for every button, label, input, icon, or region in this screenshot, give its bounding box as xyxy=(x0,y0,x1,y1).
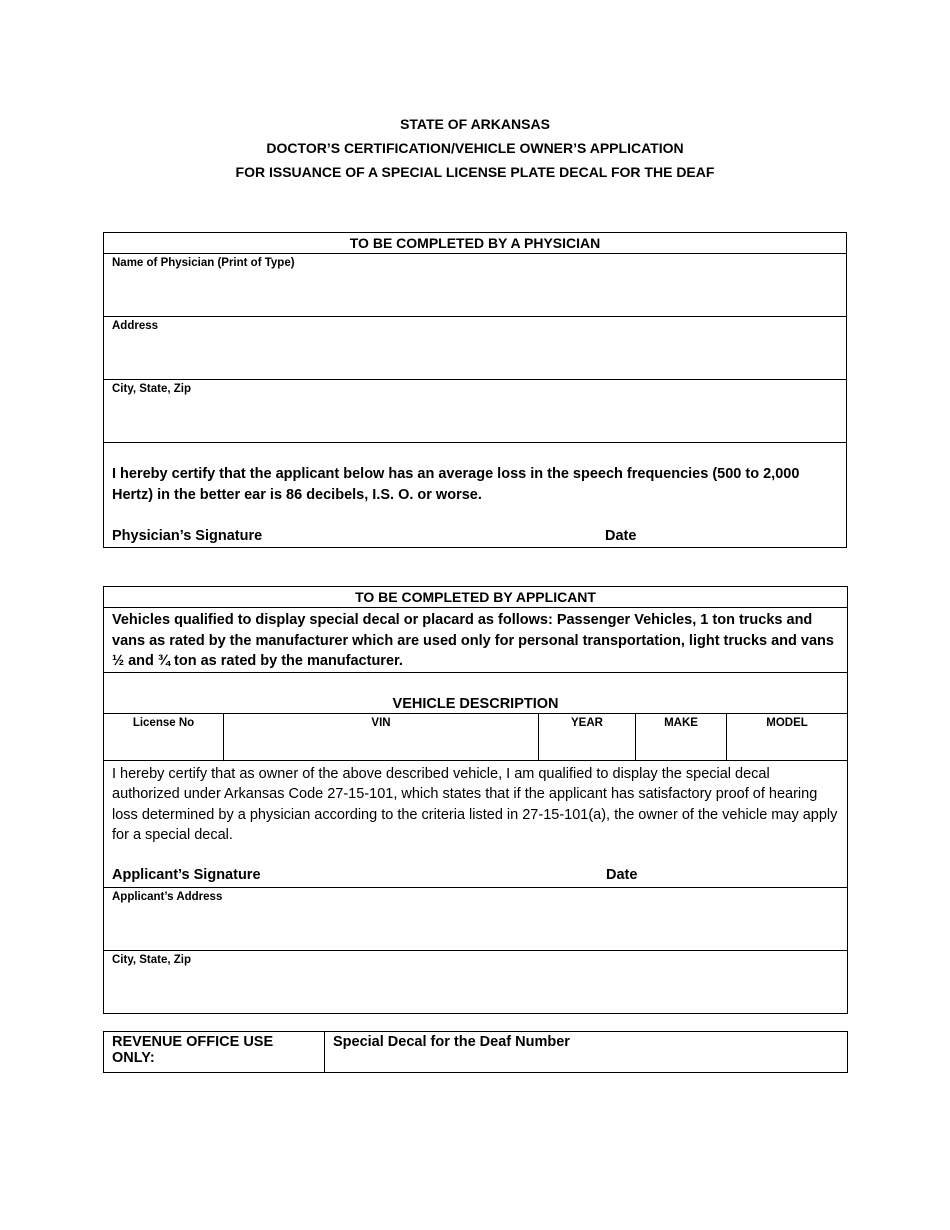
physician-address-label: Address xyxy=(112,320,159,332)
physician-section-title: TO BE COMPLETED BY A PHYSICIAN xyxy=(104,233,847,254)
year-field[interactable]: YEAR xyxy=(539,713,636,760)
header-subtitle: FOR ISSUANCE OF A SPECIAL LICENSE PLATE DECAL FOR THE DEAF xyxy=(235,164,715,180)
revenue-office-section xyxy=(103,1031,848,1073)
physician-address-field[interactable] xyxy=(104,317,847,380)
vehicle-description-title: VEHICLE DESCRIPTION xyxy=(104,672,848,713)
header-state: STATE OF ARKANSAS xyxy=(400,116,550,132)
vehicle-qualification-text: Vehicles qualified to display special decal or placard as follows: Passenger Vehicles, 1 ton trucks and vans as rated by the manufacturer which are used only for personal transportation, light trucks and vans ½ and ¾ ton as rated by the manufacturer. xyxy=(104,608,848,673)
applicant-signature-field[interactable]: Applicant’s Signature xyxy=(112,866,261,883)
applicant-city-field[interactable] xyxy=(104,950,848,1013)
physician-name-label: Name of Physician (Print of Type) xyxy=(112,257,295,269)
physician-certification xyxy=(104,443,847,548)
physician-city-label: City, State, Zip xyxy=(112,383,192,395)
physician-name-field[interactable] xyxy=(104,254,847,317)
decal-number-field[interactable]: Special Decal for the Deaf Number xyxy=(325,1032,848,1073)
license-no-field[interactable]: License No xyxy=(104,713,224,760)
applicant-section xyxy=(103,586,848,1014)
applicant-certification xyxy=(104,760,848,887)
applicant-date-field[interactable]: Date xyxy=(606,866,638,883)
applicant-certification-text: I hereby certify that as owner of the above described vehicle, I am qualified to display the special decal authorized under Arkansas Code 27-15-101, which states that if the applicant has satisfactory proof of hearing loss determined by a physician according to the criteria listed in 27-15-101(a), the owner of the vehicle may apply for a special decal. xyxy=(112,765,838,843)
form-header xyxy=(0,112,950,184)
applicant-address-field[interactable] xyxy=(104,887,848,950)
applicant-city-label: City, State, Zip xyxy=(112,953,192,966)
physician-certification-text: I hereby certify that the applicant below has an average loss in the speech frequencies (500 to 2,000 Hertz) in the better ear is 86 decibels, I.S. O. or worse. xyxy=(112,466,800,503)
make-field[interactable]: MAKE xyxy=(636,713,727,760)
applicant-section-title: TO BE COMPLETED BY APPLICANT xyxy=(104,587,848,608)
physician-signature-field[interactable]: Physician’s Signature xyxy=(112,528,263,544)
revenue-office-label: REVENUE OFFICE USE ONLY: xyxy=(104,1032,325,1073)
vin-field[interactable]: VIN xyxy=(224,713,539,760)
physician-date-field[interactable]: Date xyxy=(605,528,637,544)
physician-city-field[interactable] xyxy=(104,380,847,443)
physician-section xyxy=(103,232,847,548)
model-field[interactable]: MODEL xyxy=(727,713,848,760)
header-title: DOCTOR’S CERTIFICATION/VEHICLE OWNER’S APPLICATION xyxy=(266,140,684,156)
applicant-address-label: Applicant’s Address xyxy=(112,890,223,903)
